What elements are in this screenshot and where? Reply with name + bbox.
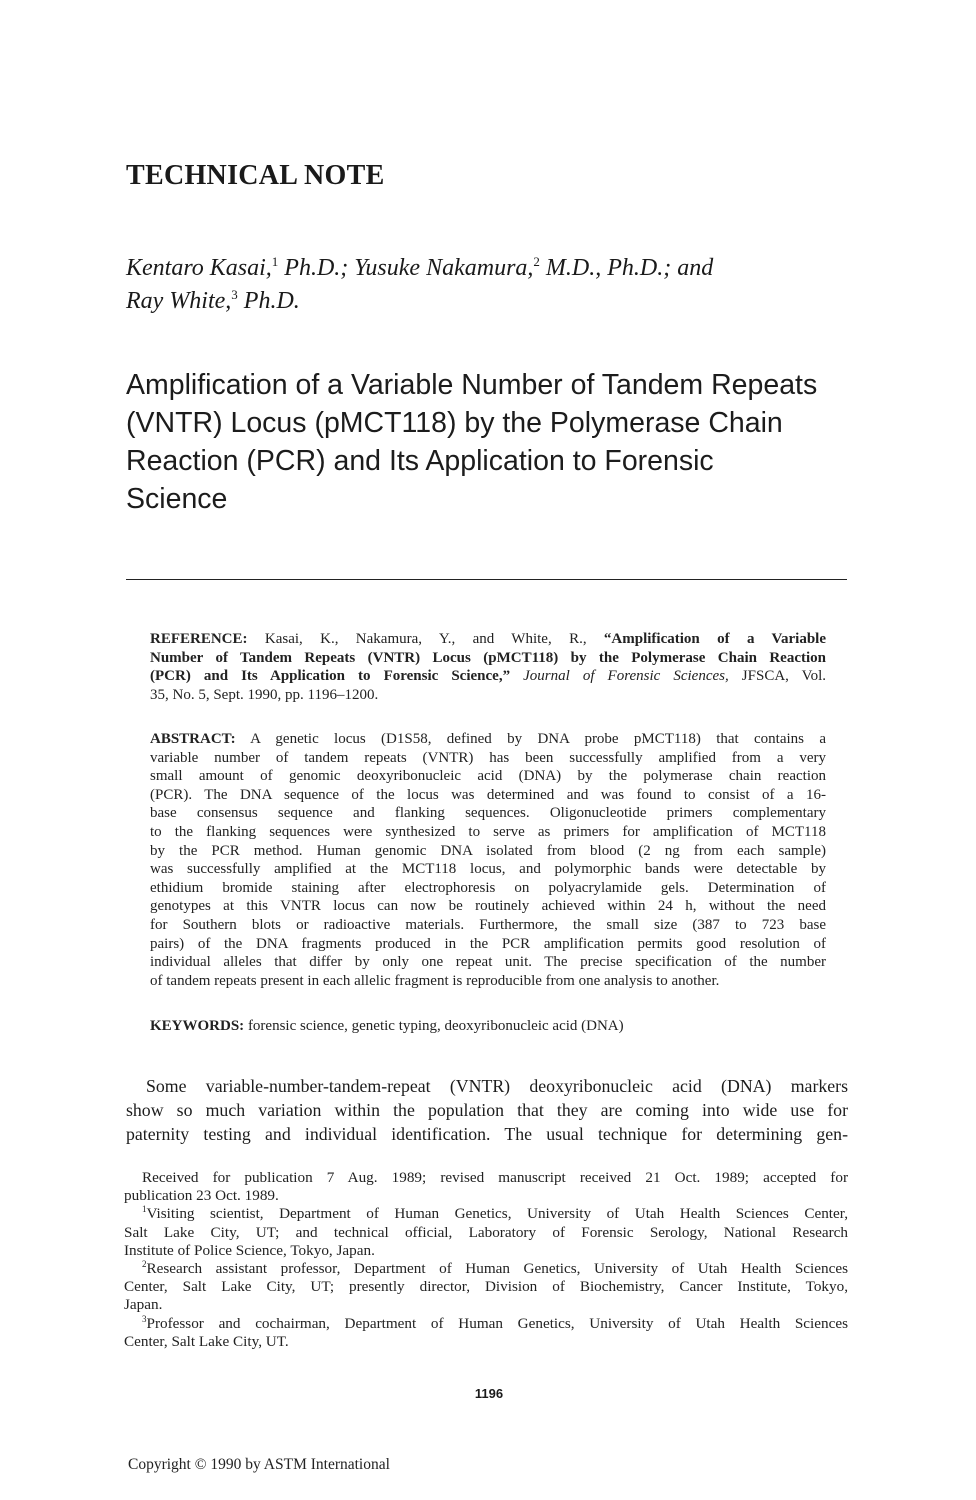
- abstract-line: genotypes at this VNTR locus can now be routinely achieved within 24 h, without the need: [150, 898, 826, 915]
- title-line: Reaction (PCR) and Its Application to Forensic: [126, 445, 714, 477]
- footnote-line: Salt Lake City, UT; and technical official, Laboratory of Forensic Serology, National Research: [124, 1223, 848, 1241]
- abstract-line: to the flanking sequences were synthesized to serve as primers for amplification of MCT118: [150, 823, 826, 840]
- reference-title: “Amplification of a Variable: [603, 631, 826, 647]
- footnote-line: Institute of Police Science, Tokyo, Japan.: [124, 1241, 375, 1259]
- abstract-line: was successfully amplified at the MCT118 locus, and polymorphic bands were detectable by: [150, 861, 826, 878]
- author-degree: Ph.D.;: [278, 255, 355, 281]
- reference-citation: 35, No. 5, Sept. 1990, pp. 1196–1200.: [150, 686, 379, 703]
- abstract-line: pairs) of the DNA fragments produced in the PCR amplification permits good resolution of: [150, 935, 826, 952]
- footnote-1: [124, 1205, 848, 1260]
- reference-authors: Kasai, K., Nakamura, Y., and White, R.,: [247, 631, 604, 647]
- author-degree: Ph.D.: [237, 288, 300, 314]
- footnote-line: publication 23 Oct. 1989.: [124, 1187, 279, 1205]
- section-label: TECHNICAL NOTE: [126, 160, 385, 191]
- author-list: [126, 252, 856, 318]
- page-number: 1196: [474, 1386, 504, 1401]
- abstract-line: ethidium bromide staining after electrophoresis on polyacrylamide gels. Determination of: [150, 879, 826, 896]
- title-line: Amplification of a Variable Number of Tandem Repeats: [126, 369, 818, 401]
- reference-journal: Journal of Forensic Sciences,: [523, 668, 729, 685]
- keywords-text: forensic science, genetic typing, deoxyribonucleic acid (DNA): [244, 1018, 624, 1034]
- title-divider: [126, 579, 847, 580]
- footnotes: [124, 1169, 848, 1351]
- abstract-line: of tandem repeats present in each allelic fragment is reproducible from one analysis to another.: [150, 972, 720, 989]
- article-title: [126, 366, 866, 518]
- author-name: Ray White,: [126, 288, 232, 314]
- abstract-line: base consensus sequence and flanking sequences. Oligonucleotide primers complementary: [150, 805, 826, 822]
- reference-block: [150, 630, 826, 704]
- footnote-2: [124, 1260, 848, 1315]
- author-name: Yusuke Nakamura,: [354, 255, 534, 281]
- abstract-line: variable number of tandem repeats (VNTR) has been successfully amplified from a very: [150, 749, 826, 766]
- body-line: show so much variation within the population that they are coming into wide use for: [126, 1100, 848, 1120]
- footnote-line: Japan.: [124, 1296, 163, 1314]
- author-degree: M.D., Ph.D.; and: [539, 255, 714, 281]
- footnote-line: Center, Salt Lake City, UT; presently director, Division of Biochemistry, Cancer Institute, Tokyo,: [124, 1278, 848, 1296]
- abstract-label: ABSTRACT:: [150, 731, 236, 747]
- footnote-marker: 2: [142, 1258, 147, 1269]
- abstract-line: for Southern blots or radioactive materials. Furthermore, the small size (387 to 723 base: [150, 916, 826, 933]
- copyright-notice: Copyright © 1990 by ASTM International: [128, 1456, 390, 1473]
- abstract-line: A genetic locus (D1S58, defined by DNA probe pMCT118) that contains a: [235, 731, 826, 747]
- footnote-marker: 3: [142, 1313, 147, 1324]
- author-footnote-marker: 3: [231, 287, 238, 302]
- body-line: Some variable-number-tandem-repeat (VNTR) deoxyribonucleic acid (DNA) markers: [146, 1076, 848, 1096]
- footnote-3: [124, 1315, 848, 1351]
- footnote-line: Professor and cochairman, Department of Human Genetics, University of Utah Health Sciences: [146, 1314, 848, 1332]
- reference-label: REFERENCE:: [150, 631, 248, 647]
- abstract-line: individual alleles that differ by only one repeat unit. The precise specification of the number: [150, 954, 826, 971]
- footnote-received: [124, 1169, 848, 1205]
- title-line: Science: [126, 483, 228, 515]
- reference-title: Number of Tandem Repeats (VNTR) Locus (pMCT118) by the Polymerase Chain Reaction: [150, 649, 826, 666]
- author-footnote-marker: 2: [533, 254, 540, 269]
- abstract-line: (PCR). The DNA sequence of the locus was determined and was found to consist of a 16-: [150, 786, 826, 803]
- body-paragraph: [126, 1074, 848, 1146]
- title-line: (VNTR) Locus (pMCT118) by the Polymerase Chain: [126, 407, 783, 439]
- footnote-line: Research assistant professor, Department of Human Genetics, University of Utah Health Sciences: [146, 1260, 848, 1278]
- reference-citation: JFSCA, Vol.: [728, 668, 826, 685]
- abstract-block: [150, 730, 826, 990]
- keywords-label: KEYWORDS:: [150, 1018, 245, 1034]
- footnote-line: Visiting scientist, Department of Human Genetics, University of Utah Health Sciences Center,: [146, 1205, 848, 1223]
- author-footnote-marker: 1: [271, 254, 279, 269]
- footnote-line: Center, Salt Lake City, UT.: [124, 1332, 289, 1350]
- abstract-line: by the PCR method. Human genomic DNA isolated from blood (2 ng from each sample): [150, 842, 826, 859]
- footnote-line: Received for publication 7 Aug. 1989; revised manuscript received 21 Oct. 1989; accepted for: [142, 1169, 848, 1186]
- reference-title: (PCR) and Its Application to Forensic Science,”: [150, 668, 511, 685]
- body-line: paternity testing and individual identification. The usual technique for determining gen-: [126, 1124, 848, 1144]
- author-name: Kentaro Kasai,: [126, 255, 272, 281]
- footnote-marker: 1: [142, 1204, 147, 1215]
- keywords-block: [150, 1017, 826, 1036]
- abstract-line: small amount of genomic deoxyribonucleic acid (DNA) by the polymerase chain reaction: [150, 768, 826, 785]
